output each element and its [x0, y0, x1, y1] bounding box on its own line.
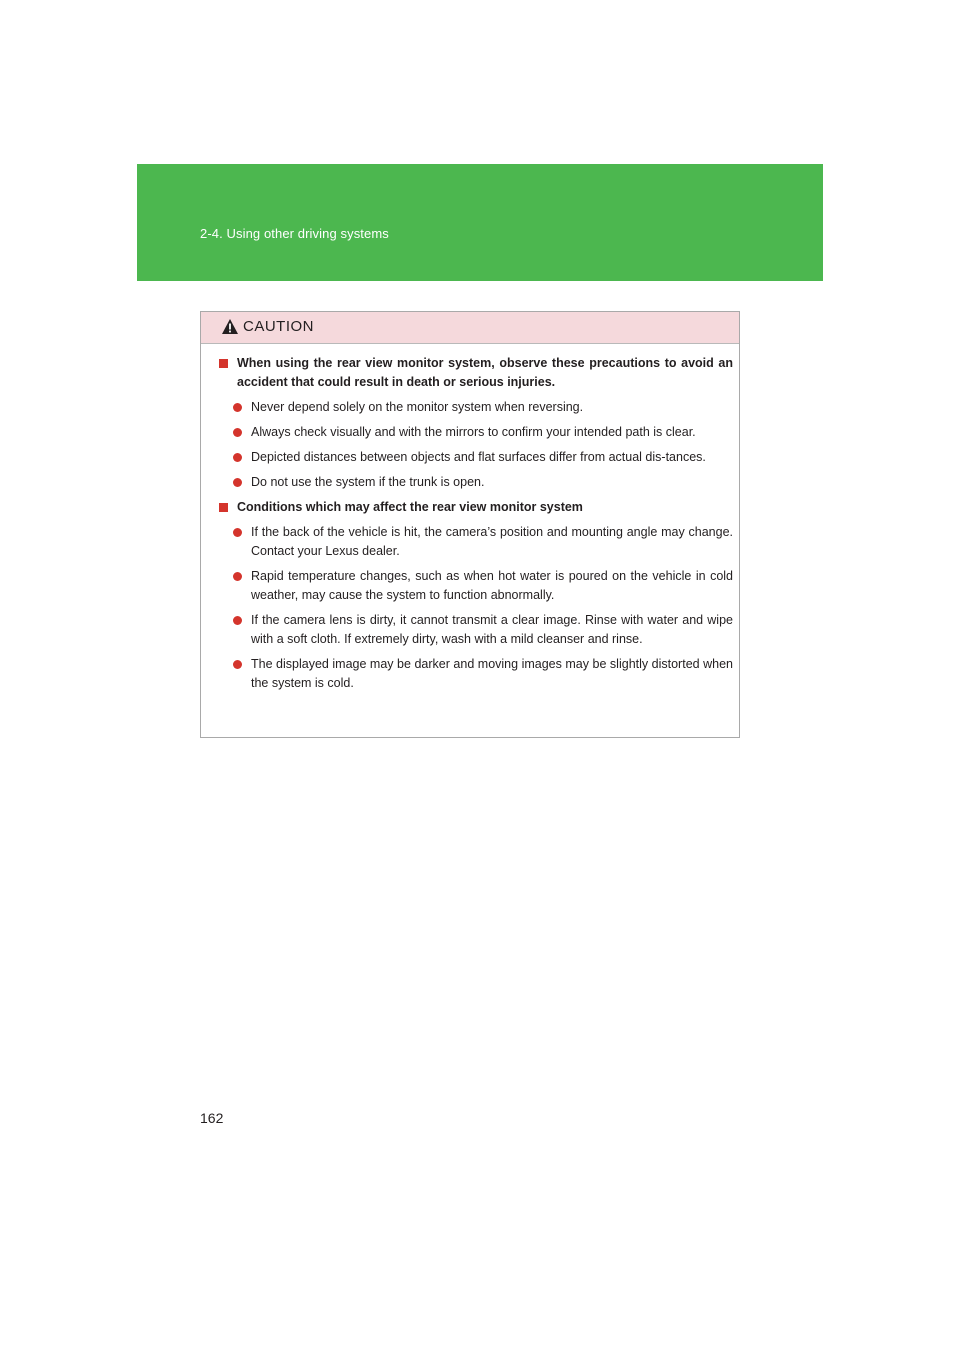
caution-heading: [219, 498, 733, 517]
round-bullet-icon: [233, 453, 242, 462]
warning-triangle-icon: [221, 318, 239, 335]
caution-item: [219, 611, 733, 649]
section-title: 2-4. Using other driving systems: [200, 226, 389, 241]
round-bullet-icon: [233, 403, 242, 412]
caution-item: [219, 655, 733, 693]
caution-item: [219, 567, 733, 605]
round-bullet-icon: [233, 572, 242, 581]
caution-header: [201, 312, 739, 344]
caution-label: CAUTION: [243, 318, 314, 335]
caution-item-text: The displayed image may be darker and moving images may be slightly distorted when the system is cold.: [251, 657, 733, 690]
caution-item: [219, 473, 733, 492]
round-bullet-icon: [233, 660, 242, 669]
caution-item-text: Rapid temperature changes, such as when hot water is poured on the vehicle in cold weather, may cause the system to function abnormally.: [251, 569, 733, 602]
caution-item: [219, 423, 733, 442]
page-number: 162: [200, 1110, 224, 1126]
header-band: [137, 164, 823, 281]
round-bullet-icon: [233, 478, 242, 487]
round-bullet-icon: [233, 616, 242, 625]
caution-item-text: If the camera lens is dirty, it cannot transmit a clear image. Rinse with water and wipe with a soft cloth. If extremely dirty, wash with a mild cleanser and rinse.: [251, 613, 733, 646]
caution-heading: [219, 354, 733, 392]
caution-box: [200, 311, 740, 738]
caution-item: [219, 523, 733, 561]
caution-item-text: If the back of the vehicle is hit, the camera’s position and mounting angle may change. Contact your Lexus dealer.: [251, 525, 733, 558]
caution-item-text: Always check visually and with the mirrors to confirm your intended path is clear.: [251, 425, 696, 439]
caution-item-text: Do not use the system if the trunk is open.: [251, 475, 485, 489]
caution-body: [201, 344, 739, 693]
round-bullet-icon: [233, 428, 242, 437]
round-bullet-icon: [233, 528, 242, 537]
caution-item-text: Depicted distances between objects and flat surfaces differ from actual dis-tances.: [251, 450, 706, 464]
square-bullet-icon: [219, 359, 228, 368]
caution-heading-text: Conditions which may affect the rear view monitor system: [237, 500, 583, 514]
square-bullet-icon: [219, 503, 228, 512]
caution-item-text: Never depend solely on the monitor system when reversing.: [251, 400, 584, 414]
caution-item: [219, 398, 733, 417]
caution-heading-text: When using the rear view monitor system, observe these precautions to avoid an accident that could result in death or serious injuries.: [237, 356, 733, 389]
caution-item: [219, 448, 733, 467]
